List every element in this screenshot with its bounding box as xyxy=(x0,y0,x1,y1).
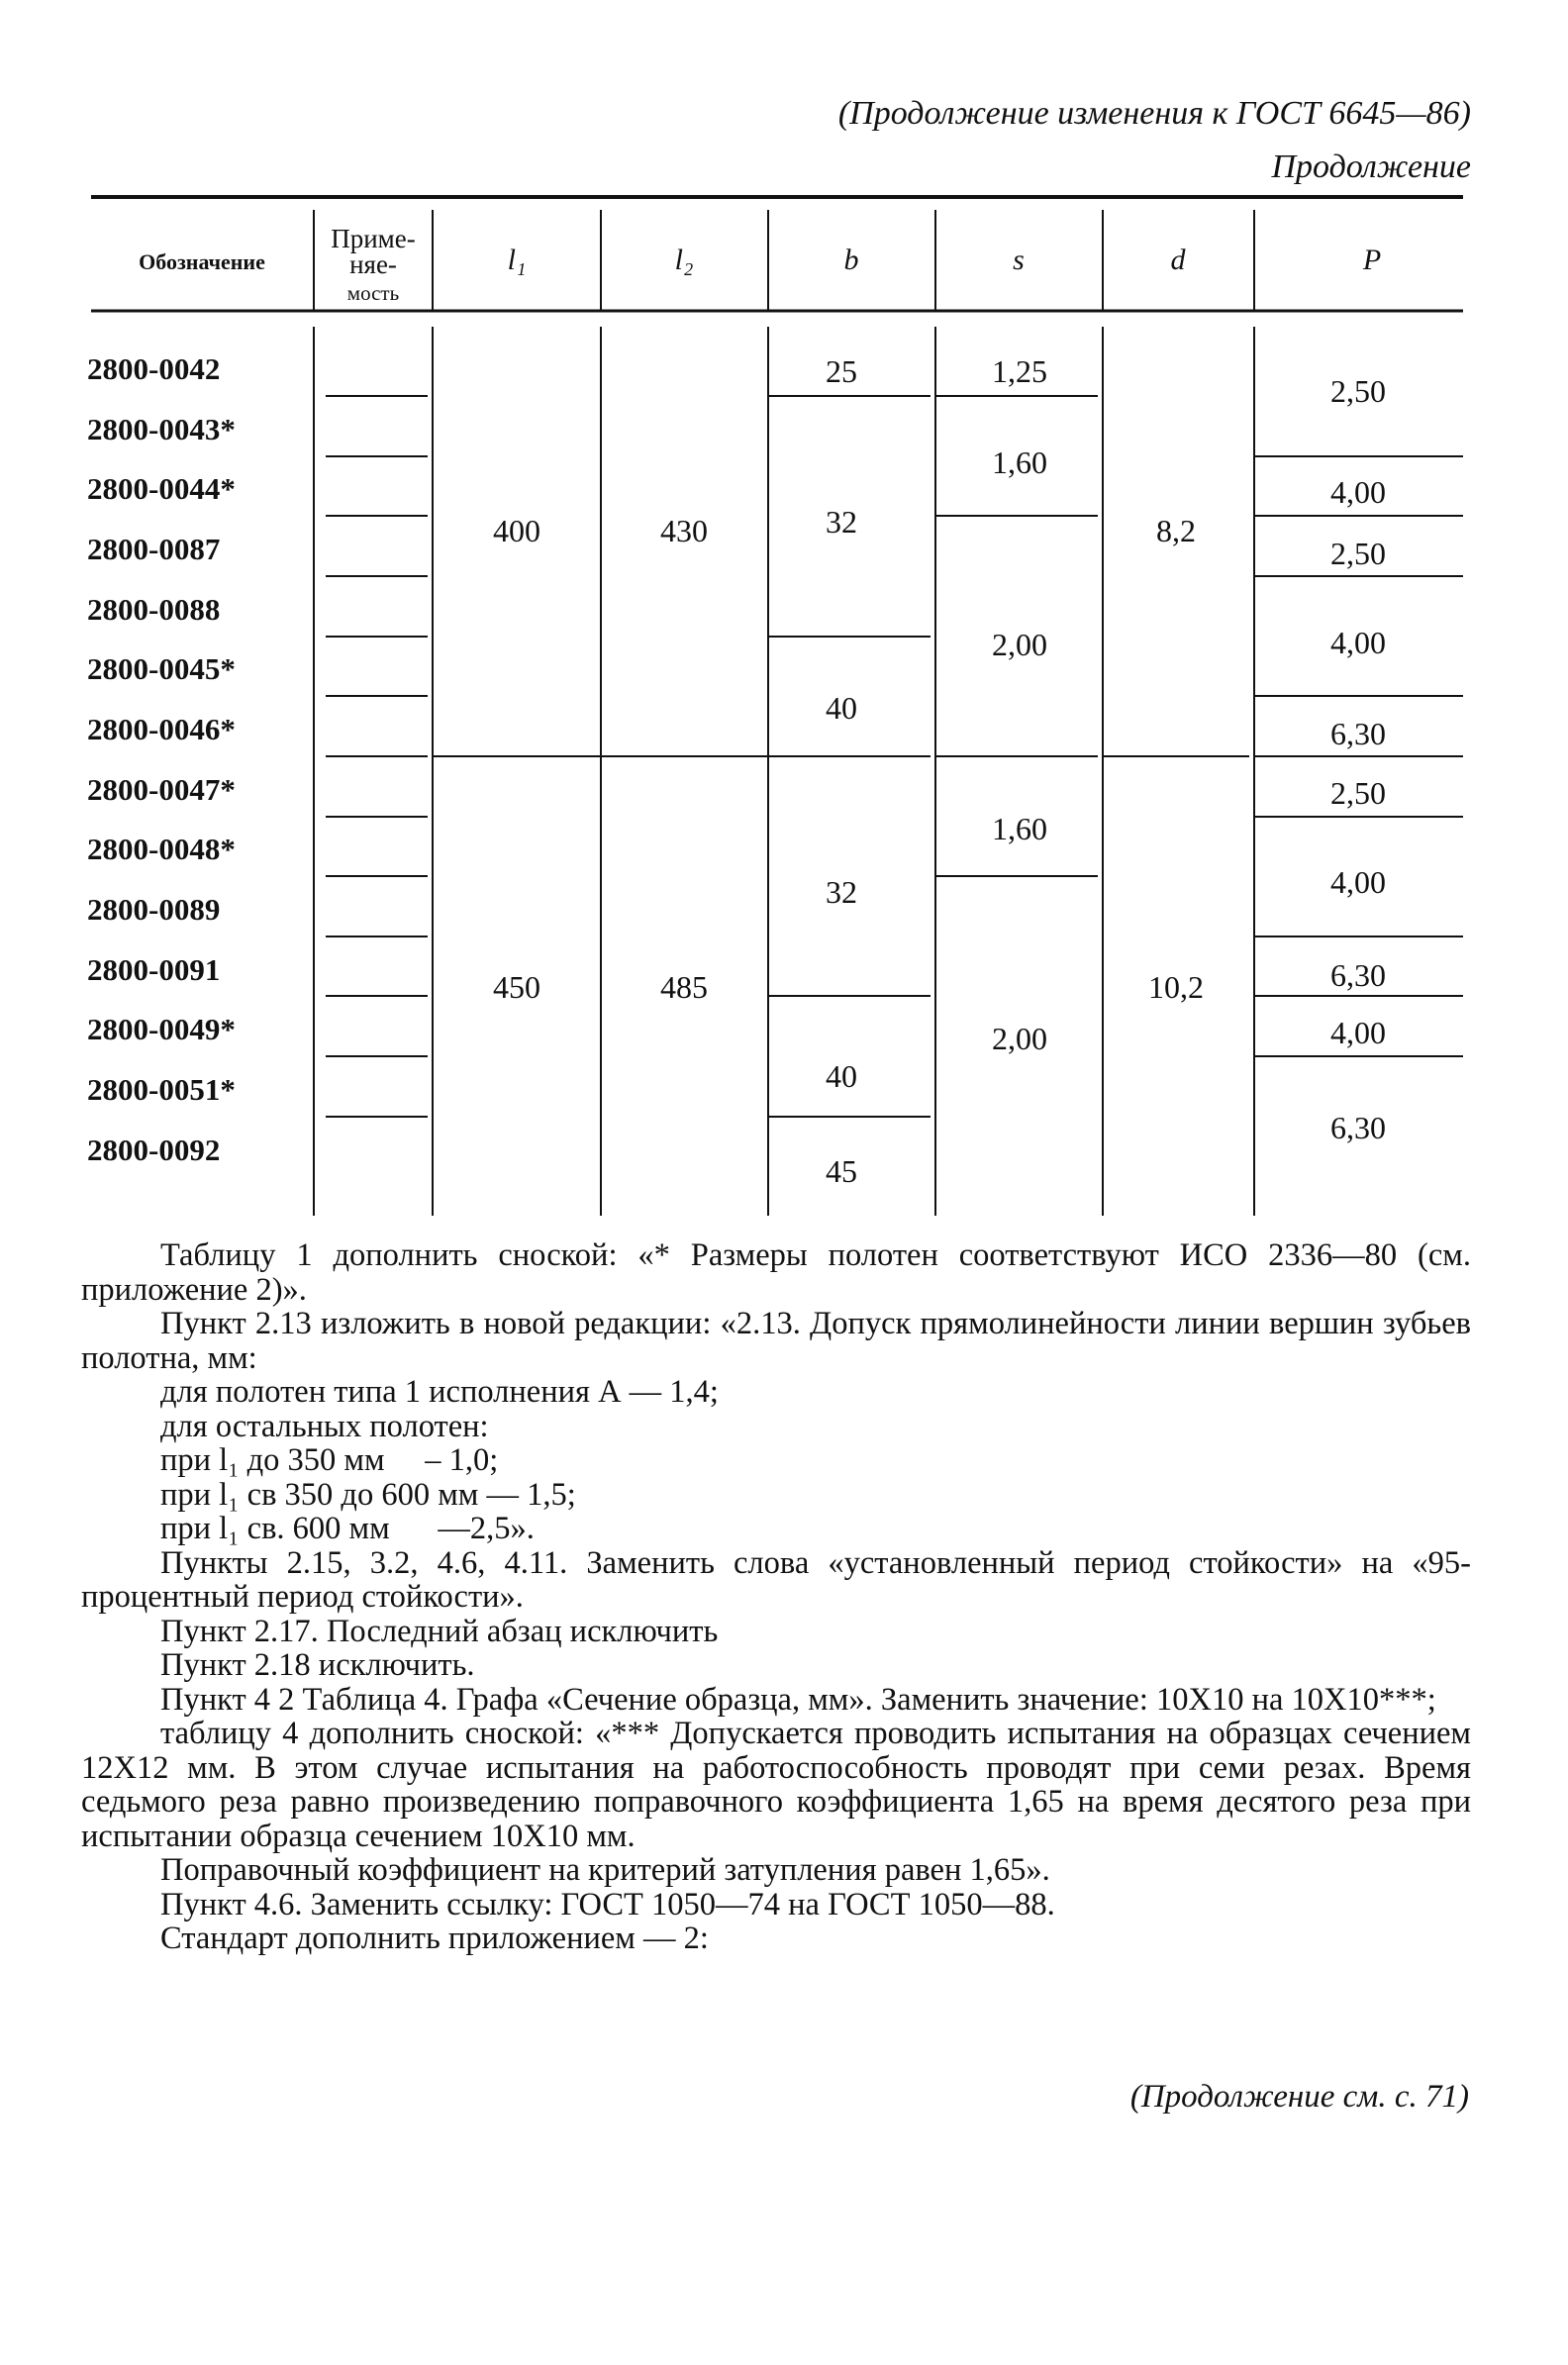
p-value: 2,50 xyxy=(1330,536,1386,571)
b-value: 45 xyxy=(826,1153,857,1189)
s-value: 2,00 xyxy=(992,627,1047,662)
l2-value: 430 xyxy=(660,513,708,548)
s-value: 2,00 xyxy=(992,1021,1047,1056)
paragraph: Пункт 2.17. Последний абзац исключить xyxy=(160,1613,719,1649)
table-row-code: 2800-0043* xyxy=(87,412,236,446)
col-header-b: b xyxy=(843,244,859,276)
paragraph: Пункт 2.13 изложить в новой редакции: «2.13. Допуск прямолинейности линии вершин зубьев полотна, мм: xyxy=(81,1306,1471,1376)
paragraph: Стандарт дополнить приложением — 2: xyxy=(160,1921,709,1956)
b-value: 40 xyxy=(826,1058,857,1094)
table-row-code: 2800-0048* xyxy=(87,832,236,866)
paragraph: для полотен типа 1 исполнения А — 1,4; xyxy=(160,1374,719,1410)
p-value: 4,00 xyxy=(1330,625,1386,660)
col-header-applicability-2: няе- xyxy=(349,249,397,279)
paragraph: Поправочный коэффициент на критерий затупления равен 1,65». xyxy=(160,1852,1050,1888)
p-value: 4,00 xyxy=(1330,864,1386,900)
table-row-code: 2800-0092 xyxy=(87,1133,221,1167)
b-value: 40 xyxy=(826,690,857,726)
p-value: 6,30 xyxy=(1330,957,1386,993)
l1-value: 450 xyxy=(493,969,540,1005)
col-header-l2: l₂ xyxy=(674,244,694,276)
l1-value: 400 xyxy=(493,513,540,548)
p-value: 4,00 xyxy=(1330,1015,1386,1050)
table-row-code: 2800-0044* xyxy=(87,471,236,506)
col-header-applicability-3: мость xyxy=(346,281,400,305)
p-value: 6,30 xyxy=(1330,1110,1386,1145)
col-header-designation: Обозначение xyxy=(139,249,265,274)
continuation-header: (Продолжение изменения к ГОСТ 6645—86) xyxy=(837,95,1471,132)
paragraph: при l₁ св 350 до 600 мм — 1,5; xyxy=(160,1476,576,1513)
continuation-footer: (Продолжение см. с. 71) xyxy=(1129,2079,1469,2115)
paragraph: при l₁ св. 600 мм —2,5». xyxy=(160,1511,535,1546)
p-value: 4,00 xyxy=(1330,474,1386,510)
col-header-d: d xyxy=(1170,244,1186,276)
table-row-code: 2800-0089 xyxy=(87,892,221,927)
paragraph: таблицу 4 дополнить сноской: «*** Допускается проводить испытания на образцах сечением 12X12 мм. В этом случае испытания на работоспособность проводят при семи резах. Время седьмого реза равно произведению поправочного коэффициента 1,65 на время десятого реза при испытании образца сечением 10X10 мм. xyxy=(81,1716,1471,1854)
paragraph: Пункт 4 2 Таблица 4. Графа «Сечение образца, мм». Заменить значение: 10X10 на 10X10***; xyxy=(160,1681,1436,1718)
s-value: 1,25 xyxy=(992,353,1047,389)
col-header-s: s xyxy=(1013,244,1025,276)
d-value: 10,2 xyxy=(1148,969,1204,1005)
b-value: 32 xyxy=(826,504,857,540)
paragraph: при l₁ до 350 мм – 1,0; xyxy=(160,1442,499,1478)
s-value: 1,60 xyxy=(992,811,1047,846)
paragraph: Таблицу 1 дополнить сноской: «* Размеры полотен соответствуют ИСО 2336—80 (см. приложение 2)». xyxy=(81,1237,1471,1308)
col-header-l1: l₁ xyxy=(507,244,527,276)
paragraph: Пункты 2.15, 3.2, 4.6, 4.11. Заменить слова «установленный период стойкости» на «95-процентный период стойкости». xyxy=(81,1544,1471,1615)
d-value: 8,2 xyxy=(1156,513,1196,548)
table-row-code: 2800-0046* xyxy=(87,712,236,746)
table-row-code: 2800-0091 xyxy=(87,952,221,987)
p-value: 2,50 xyxy=(1330,775,1386,811)
document-body xyxy=(81,1238,1471,1956)
p-value: 6,30 xyxy=(1330,716,1386,751)
col-header-P: P xyxy=(1362,244,1382,276)
continuation-label: Продолжение xyxy=(1271,148,1471,185)
paragraph: Пункт 4.6. Заменить ссылку: ГОСТ 1050—74 на ГОСТ 1050—88. xyxy=(160,1886,1055,1922)
table-row-code: 2800-0045* xyxy=(87,651,236,686)
table-row-code: 2800-0049* xyxy=(87,1012,236,1046)
b-value: 25 xyxy=(826,353,857,389)
table-row-code: 2800-0087 xyxy=(87,532,221,566)
table-row-code: 2800-0088 xyxy=(87,592,221,627)
paragraph: Пункт 2.18 исключить. xyxy=(160,1647,475,1683)
l2-value: 485 xyxy=(660,969,708,1005)
table-row-code: 2800-0047* xyxy=(87,772,236,807)
table-row-code: 2800-0051* xyxy=(87,1072,236,1107)
b-value: 32 xyxy=(826,874,857,910)
paragraph: для остальных полотен: xyxy=(160,1408,489,1444)
table-row-code: 2800-0042 xyxy=(87,351,221,386)
p-value: 2,50 xyxy=(1330,373,1386,409)
s-value: 1,60 xyxy=(992,444,1047,480)
col-header-applicability-1: Приме- xyxy=(331,224,416,253)
